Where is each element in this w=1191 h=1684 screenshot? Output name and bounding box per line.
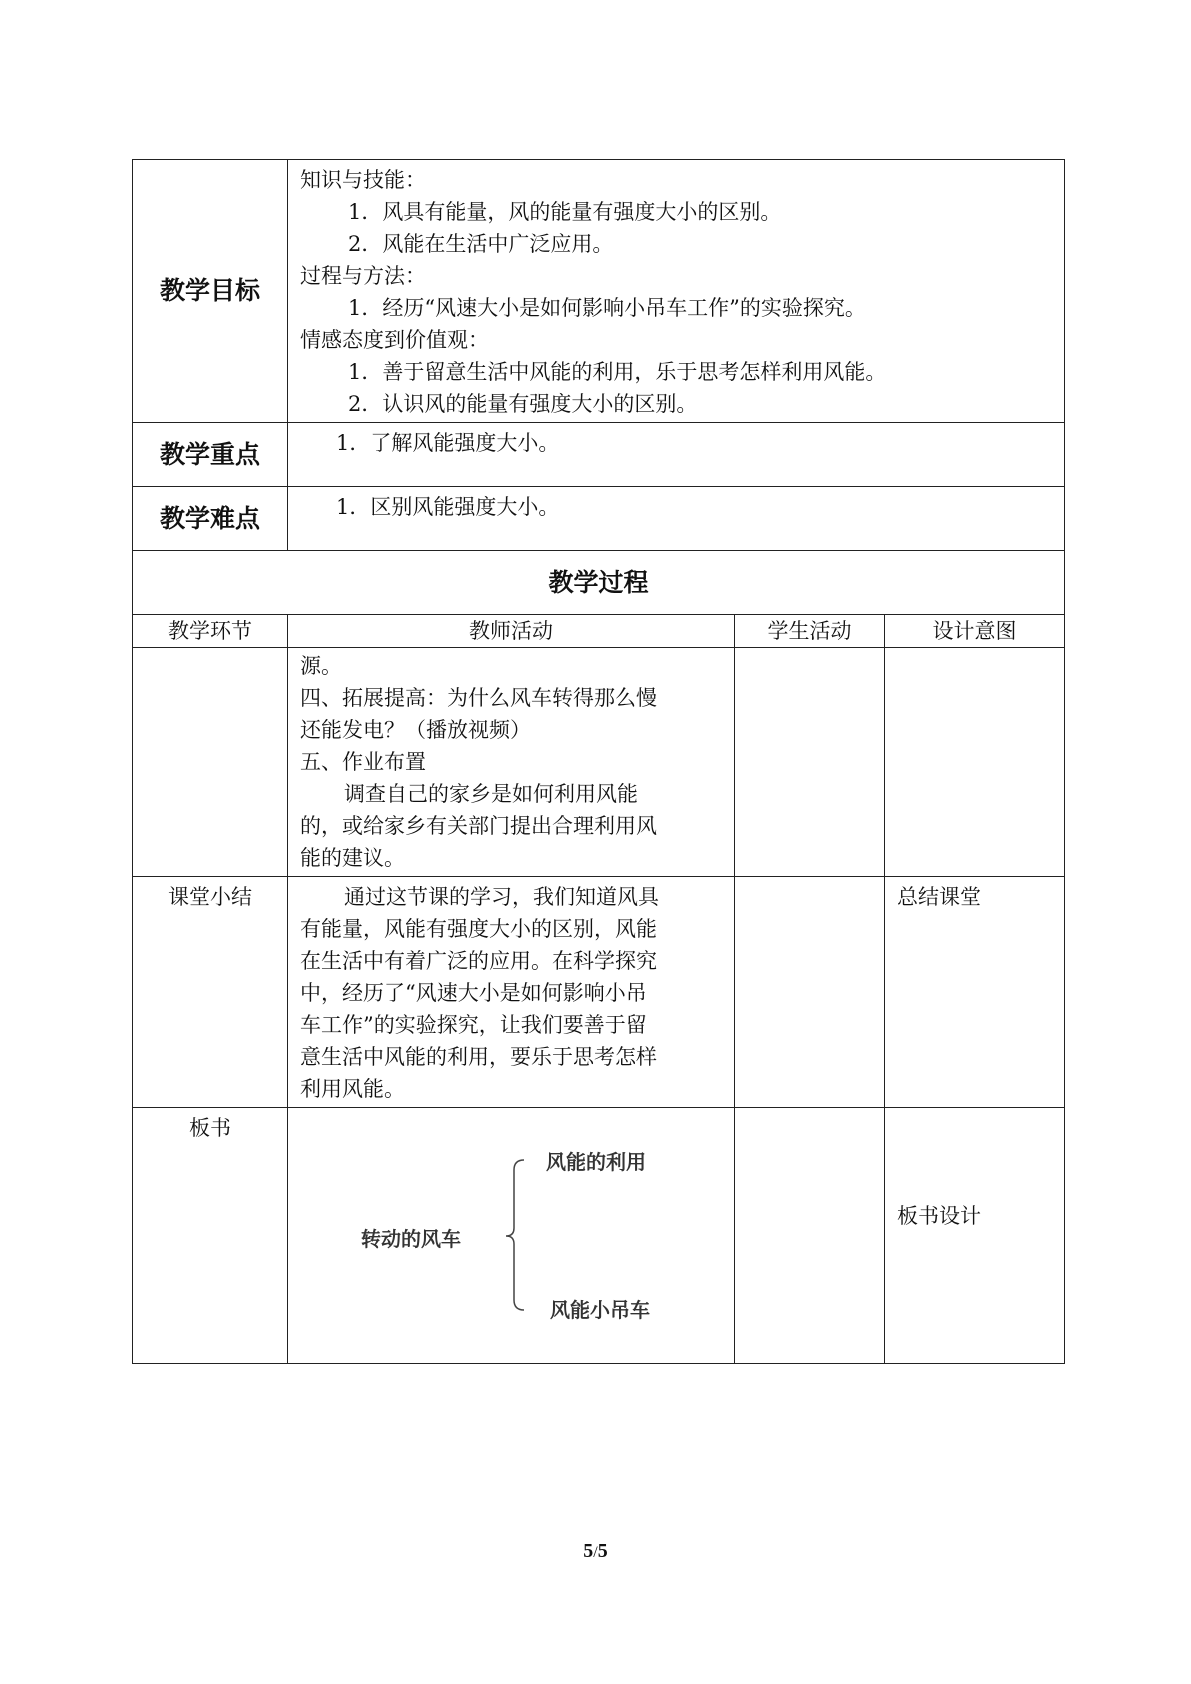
- objectives-line: 知识与技能：: [300, 168, 426, 192]
- lesson-plan-sheet: [132, 159, 1064, 1346]
- difficult-point-label: 教学难点: [133, 487, 288, 551]
- teacher-line: 源。: [300, 654, 342, 678]
- stage-cell: 课堂小结: [133, 877, 288, 1108]
- design-intent-cell: [885, 1108, 1065, 1364]
- teacher-line: 有能量，风能有强度大小的区别，风能: [300, 917, 657, 941]
- objectives-content: [288, 160, 1065, 423]
- design-intent-cell: [885, 877, 1065, 1108]
- student-activity-cell: [735, 1108, 885, 1364]
- teacher-activity-cell: [288, 877, 735, 1108]
- process-title: 教学过程: [133, 551, 1065, 615]
- stage-cell: [133, 648, 288, 877]
- table-row: [133, 648, 1065, 877]
- teacher-line: 意生活中风能的利用，要乐于思考怎样: [300, 1045, 657, 1069]
- teacher-line: 在生活中有着广泛的应用。在科学探究: [300, 949, 657, 973]
- diagram-root-label: 转动的风车: [361, 1227, 461, 1251]
- key-point-text: 1．了解风能强度大小。: [336, 431, 560, 455]
- teacher-line: 还能发电？（播放视频）: [300, 718, 531, 742]
- table-row: [133, 1108, 1065, 1364]
- column-header-teacher: 教师活动: [288, 615, 735, 648]
- column-header-student: 学生活动: [735, 615, 885, 648]
- objectives-line: 2．认识风的能量有强度大小的区别。: [348, 392, 698, 416]
- teacher-line: 利用风能。: [300, 1077, 405, 1101]
- diagram-branch-top: 风能的利用: [546, 1150, 646, 1174]
- page-current: 5: [583, 1540, 594, 1562]
- design-intent-text: 总结课堂: [897, 885, 981, 909]
- objectives-line: 2．风能在生活中广泛应用。: [348, 232, 614, 256]
- process-header-row: [133, 615, 1065, 648]
- difficult-point-text: 1．区别风能强度大小。: [336, 495, 560, 519]
- page-number: [0, 1540, 1191, 1563]
- objectives-line: 1．经历“风速大小是如何影响小吊车工作”的实验探究。: [348, 296, 866, 320]
- table-row: [133, 877, 1065, 1108]
- design-intent-text: 板书设计: [897, 1204, 981, 1228]
- difficult-point-content: [288, 487, 1065, 551]
- objectives-line: 情感态度到价值观：: [300, 328, 489, 352]
- student-activity-cell: [735, 648, 885, 877]
- student-activity-cell: [735, 877, 885, 1108]
- key-point-label: 教学重点: [133, 423, 288, 487]
- stage-cell: 板书: [133, 1108, 288, 1364]
- teacher-activity-cell: [288, 648, 735, 877]
- teacher-line: 调查自己的家乡是如何利用风能: [344, 782, 638, 806]
- objectives-line: 1．善于留意生活中风能的利用，乐于思考怎样利用风能。: [348, 360, 887, 384]
- column-header-intent: 设计意图: [885, 615, 1065, 648]
- teacher-line: 五、作业布置: [300, 750, 426, 774]
- column-header-stage: 教学环节: [133, 615, 288, 648]
- key-point-content: [288, 423, 1065, 487]
- page-separator: /: [593, 1544, 598, 1561]
- objectives-row: [133, 160, 1065, 423]
- objectives-label: 教学目标: [133, 160, 288, 423]
- diagram-branch-bottom: 风能小吊车: [550, 1298, 650, 1322]
- board-diagram: [288, 1108, 735, 1362]
- process-title-row: [133, 551, 1065, 615]
- objectives-line: 1．风具有能量，风的能量有强度大小的区别。: [348, 200, 782, 224]
- difficult-point-row: [133, 487, 1065, 551]
- teacher-line: 的，或给家乡有关部门提出合理利用风: [300, 814, 657, 838]
- objectives-line: 过程与方法：: [300, 264, 426, 288]
- teacher-line: 能的建议。: [300, 846, 405, 870]
- teacher-line: 通过这节课的学习，我们知道风具: [344, 885, 659, 909]
- teacher-line: 中，经历了“风速大小是如何影响小吊: [300, 981, 647, 1005]
- teacher-line: 四、拓展提高：为什么风车转得那么慢: [300, 686, 657, 710]
- brace-connector: [288, 1108, 735, 1362]
- key-point-row: [133, 423, 1065, 487]
- teacher-line: 车工作”的实验探究，让我们要善于留: [300, 1013, 647, 1037]
- board-diagram-cell: [288, 1108, 735, 1364]
- lesson-plan-table: [132, 159, 1065, 1364]
- design-intent-cell: [885, 648, 1065, 877]
- page-total: 5: [597, 1540, 608, 1562]
